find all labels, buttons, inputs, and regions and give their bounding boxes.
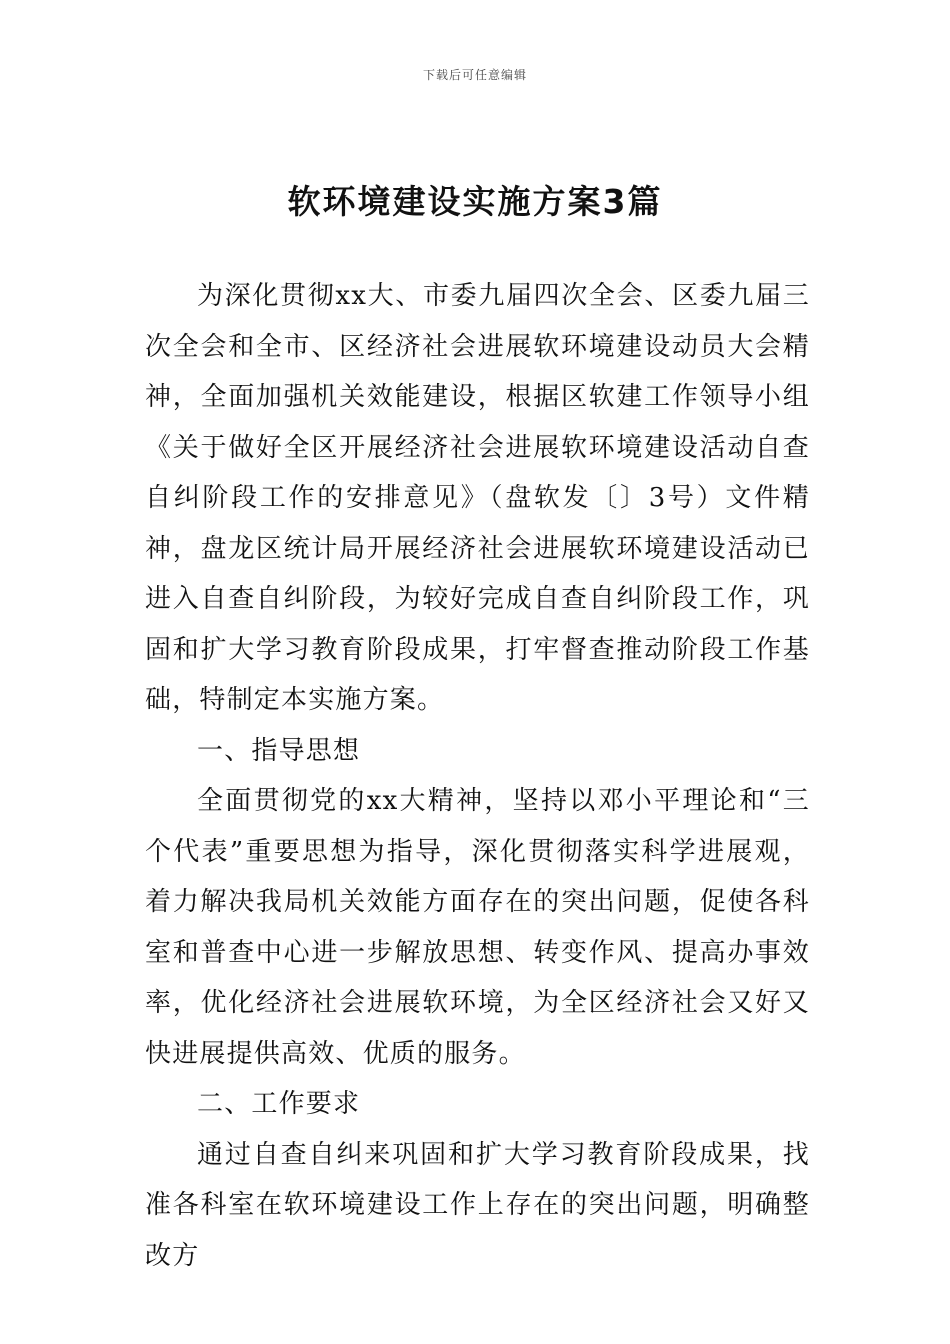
work-requirements-paragraph: 通过自查自纠来巩固和扩大学习教育阶段成果，找准各科室在软环境建设工作上存在的突出问题，明确整改方 [145,1139,810,1271]
header-note: 下载后可任意编辑 [422,68,527,82]
document-body [145,271,810,1281]
intro-paragraph: 为深化贯彻xx大、市委九届四次全会、区委九届三次全会和全市、区经济社会进展软环境建设动员大会精神，全面加强机关效能建设，根据区软建工作领导小组《关于做好全区开展经济社会进展软环境建设活动自查自纠阶段工作的安排意见》（盘软发〔〕3号）文件精神，盘龙区统计局开展经济社会进展软环境建设活动已进入自查自纠阶段，为较好完成自查自纠阶段工作，巩固和扩大学习教育阶段成果，打牢督查推动阶段工作基础，特制定本实施方案。 [145,281,810,715]
section-heading-work-requirements: 二、工作要求 [197,1089,361,1119]
guiding-ideology-paragraph: 全面贯彻党的xx大精神，坚持以邓小平理论和“三个代表”重要思想为指导，深化贯彻落实科学进展观，着力解决我局机关效能方面存在的突出问题，促使各科室和普查中心进一步解放思想、转变作风、提高办事效率，优化经济社会进展软环境，为全区经济社会又好又快进展提供高效、优质的服务。 [145,786,810,1069]
section-heading-guiding-ideology: 一、指导思想 [197,735,361,766]
document-title: 软环境建设实施方案3篇 [287,182,663,221]
